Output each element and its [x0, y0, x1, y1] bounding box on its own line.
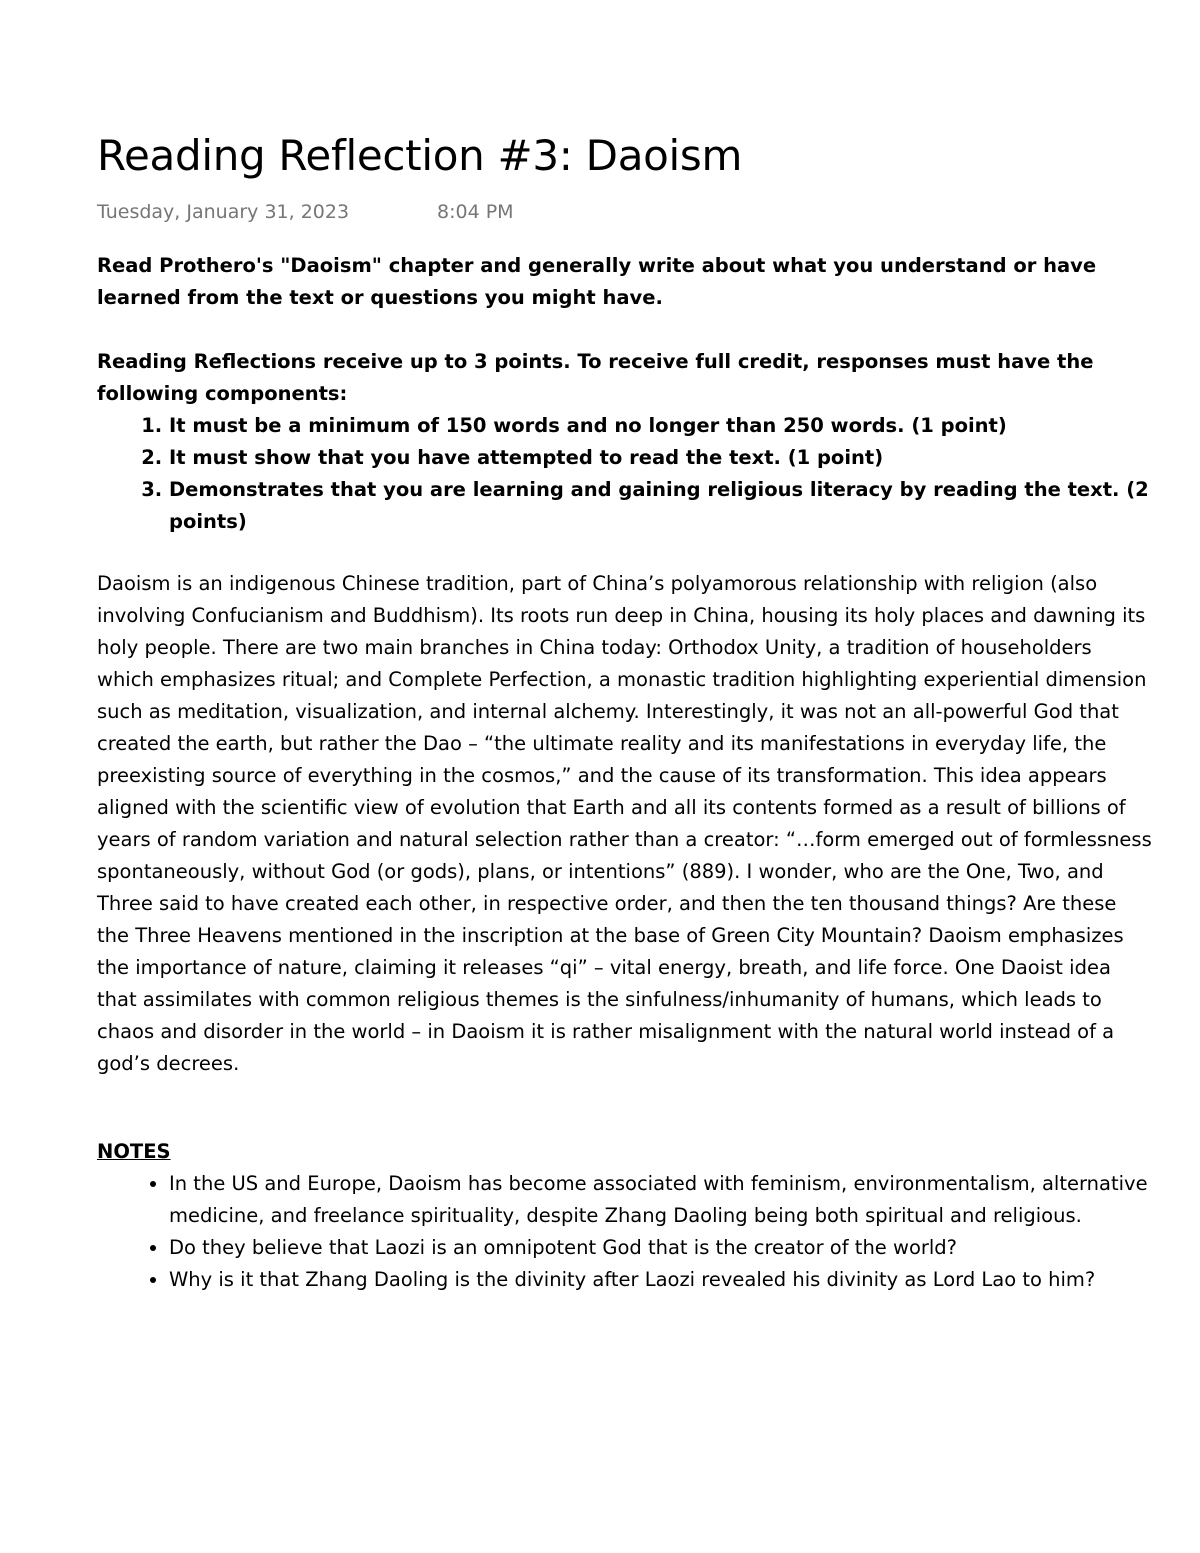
- requirement-item: 3. Demonstrates that you are learning and gaining religious literacy by reading the text. (2 points): [169, 474, 1157, 538]
- assignment-prompt: [97, 250, 1157, 538]
- requirements-intro: Reading Reflections receive up to 3 points. To receive full credit, responses must have the following components:: [97, 350, 1094, 405]
- requirement-item: 2. It must show that you have attempted to read the text. (1 point): [169, 442, 1157, 474]
- reflection-paragraph: Daoism is an indigenous Chinese tradition, part of China’s polyamorous relationship with religion (also involving Confucianism and Buddhism). Its roots run deep in China, housing its holy places and dawning its holy people. There are two main branches in China today: Orthodox Unity, a tradition of householders which emphasizes ritual; and Complete Perfection, a monastic tradition highlighting experiential dimension such as meditation, visualization, and internal alchemy. Interestingly, it was not an all-powerful God that created the earth, but rather the Dao – “the ultimate reality and its manifestations in everyday life, the preexisting source of everything in the cosmos,” and the cause of its transformation. This idea appears aligned with the scientific view of evolution that Earth and all its contents formed as a result of billions of years of random variation and natural selection rather than a creator: “…form emerged out of formlessness spontaneously, without God (or gods), plans, or intentions” (889). I wonder, who are the One, Two, and Three said to have created each other, in respective order, and then the ten thousand things? Are these the Three Heavens mentioned in the inscription at the base of Green City Mountain? Daoism emphasizes the importance of nature, claiming it releases “qi” – vital energy, breath, and life force. One Daoist idea that assimilates with common religious themes is the sinfulness/inhumanity of humans, which leads to chaos and disorder in the world – in Daoism it is rather misalignment with the natural world instead of a god’s decrees.: [97, 572, 1152, 1075]
- time-stamp: 8:04 PM: [437, 201, 514, 223]
- note-page: [97, 128, 1157, 1296]
- date-stamp: Tuesday, January 31, 2023: [97, 201, 350, 223]
- page-meta: [97, 198, 1157, 226]
- note-item: • In the US and Europe, Daoism has become associated with feminism, environmentalism, alternative medicine, and freelance spirituality, despite Zhang Daoling being both spiritual and religious.: [169, 1168, 1157, 1232]
- notes-list: [97, 1168, 1157, 1296]
- prompt-instruction: Read Prothero's "Daoism" chapter and generally write about what you understand or have learned from the text or questions you might have.: [97, 254, 1097, 309]
- requirements-list: [97, 410, 1157, 538]
- requirement-item: 1. It must be a minimum of 150 words and no longer than 250 words. (1 point): [169, 410, 1157, 442]
- note-item: • Do they believe that Laozi is an omnipotent God that is the creator of the world?: [169, 1232, 1157, 1264]
- note-item: • Why is it that Zhang Daoling is the divinity after Laozi revealed his divinity as Lord Lao to him?: [169, 1264, 1157, 1296]
- notes-heading: NOTES: [97, 1140, 171, 1163]
- page-title: Reading Reflection #3: Daoism: [97, 131, 743, 180]
